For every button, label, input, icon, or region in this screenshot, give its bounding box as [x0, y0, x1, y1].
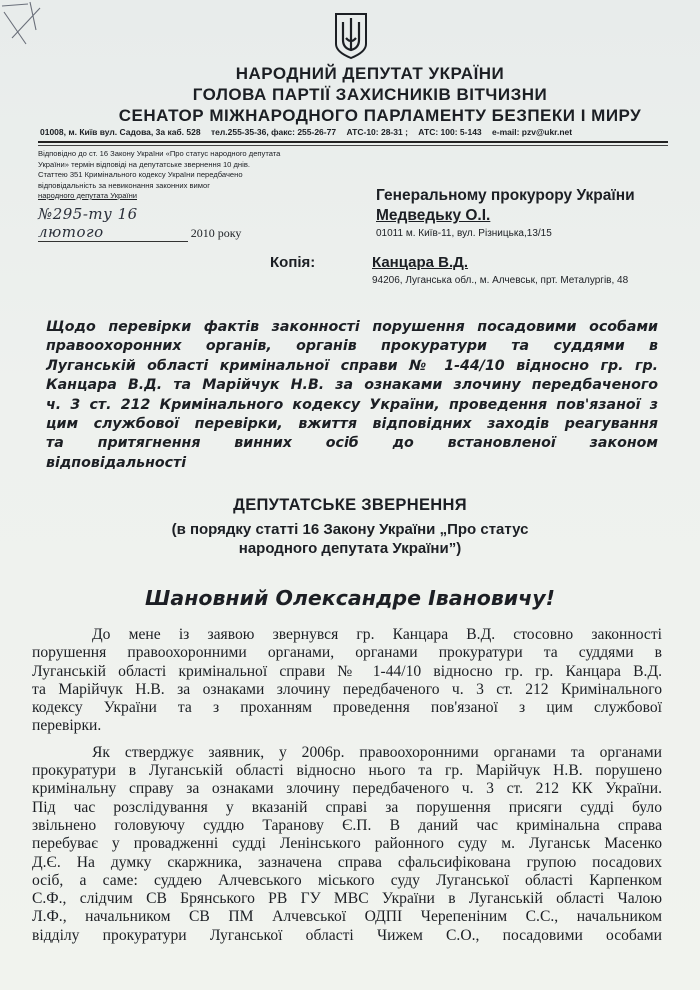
contact-email[interactable]: e-mail: pzv@ukr.net — [492, 127, 573, 137]
addressee-address: 01011 м. Київ-11, вул. Різницька,13/15 — [376, 228, 552, 239]
subject-line: Щодо перевірки фактів законності порушення посадовими особами — [46, 319, 658, 335]
handwritten-reg-number: №295-ту 16 лютого — [38, 205, 138, 241]
paragraph-2-line: Під час розслідування у вказаній справі за порушення присяги судді було — [32, 798, 662, 816]
subject-line: відповідальності — [46, 454, 187, 471]
document-subtitle-line-1: (в порядку статті 16 Закону України „Про статус — [171, 521, 529, 538]
subject-line: ч. 3 ст. 212 Кримінального кодексу України, проведення пов'язаної з — [46, 396, 658, 413]
trident-emblem-icon — [333, 10, 369, 60]
legal-note-line: відповідальність за невиконання законних вимог — [38, 180, 210, 190]
header-line-2: ГОЛОВА ПАРТІЇ ЗАХИСНИКІВ ВІТЧИЗНИ — [192, 85, 548, 104]
registration-year: 2010 року — [190, 226, 242, 240]
paragraph-1-line: кодексу України та з проханням проведення пов'язаної з цим службової — [32, 699, 662, 717]
document-subtitle-line-2: народного депутата України”) — [238, 540, 462, 557]
subject-block — [46, 318, 658, 473]
subject-line: Канцара В.Д. та Марійчук Н.В. за ознаками злочину передбаченого — [46, 377, 658, 394]
contacts-line — [40, 127, 670, 137]
paragraph-2-line: перебуває у провадженні судді Ленінського районного суду м. Луганськ Масенко — [32, 835, 662, 853]
paragraph-1-line: перевірки. — [32, 717, 102, 735]
addressee-block — [376, 186, 676, 239]
contact-ats10: АТС-10: 28-31 ; — [346, 127, 408, 137]
registration-number — [38, 205, 288, 242]
paragraph-2-line: осіб, а саме: суддею Алчевського міського суду Луганської області Карпенком — [32, 871, 662, 889]
paragraph-1-line: порушення правоохоронними органами, органами прокуратури та суддями в — [32, 644, 662, 662]
greeting: Шановний Олександре Івановичу! — [145, 586, 555, 610]
subject-line: правоохоронних органів, органів прокуратури та суддями в — [46, 338, 658, 355]
copy-recipient — [372, 254, 692, 286]
contact-ats100: АТС: 100: 5-143 — [418, 127, 482, 137]
legal-note-line: України» термін відповіді на депутатське звернення 10 днів. — [38, 159, 250, 169]
contact-address: 01008, м. Київ вул. Садова, 3а каб. 528 — [40, 127, 201, 137]
paragraph-2-line: відділу прокуратури Луганської області Чижем С.О., посадовими особами — [32, 926, 662, 944]
copy-address: 94206, Луганська обл., м. Алчевськ, прт. Металургів, 48 — [372, 275, 629, 286]
paragraph-2-line: кримінальну справу за ознаками злочину передбаченого ч. 3 ст. 212 КК України. — [32, 780, 662, 798]
copy-name: Канцара В.Д. — [372, 254, 469, 271]
paragraph-2-line: прокуратури в Луганській області відносно нього та гр. Марійчук Н.В. порушено — [32, 762, 662, 780]
paragraph-1-line: Луганській області кримінальної справи № 1-44/10 відносно гр. гр. Канцара В.Д. — [32, 662, 662, 680]
copy-label: Копія: — [270, 254, 316, 271]
header-rule — [38, 141, 668, 143]
subject-line: Луганській області кримінальної справи № 1-44/10 відносно гр. гр. — [46, 357, 658, 374]
paragraph-1-line: До мене із заявою звернувся гр. Канцара В.Д. стосовно законності — [92, 626, 662, 643]
document-subtitle — [0, 520, 700, 558]
paragraph-2-line: Як стверджує заявник, у 2006р. правоохоронними органами та органами — [92, 743, 662, 761]
header-line-3: СЕНАТОР МІЖНАРОДНОГО ПАРЛАМЕНТУ БЕЗПЕКИ І МИРУ — [118, 106, 642, 125]
subject-line: та притягнення винних осіб до встановленої законом — [46, 435, 658, 452]
document-title: ДЕПУТАТСЬКЕ ЗВЕРНЕННЯ — [233, 496, 467, 514]
paragraph-2-line: Л.Ф., начальником СВ ПМ Алчевської ОДПІ Черепеніним С.С., начальником — [32, 908, 662, 926]
header-rule-thin — [38, 145, 668, 146]
contact-phone: тел.255-35-36, факс: 255-26-77 — [210, 127, 337, 137]
addressee-name: Медведьку О.І. — [376, 207, 491, 224]
header-line-1: НАРОДНИЙ ДЕПУТАТ УКРАЇНИ — [235, 64, 505, 83]
legal-note-line: Відповідно до ст. 16 Закону України «Про статус народного депутата — [38, 149, 281, 158]
paragraph-2-line: С.Ф., слідчим СВ Брянського РВ ГУ МВС України в Луганській області Чалою — [32, 890, 662, 908]
paragraph-2-line: Д.Є. На думку скаржника, зазначена справа сфальсифікована групою посадових — [32, 853, 662, 871]
body-text — [32, 626, 662, 945]
addressee-title: Генеральному прокурору України — [376, 187, 635, 204]
legal-note — [38, 149, 338, 202]
subject-line: цим службової перевірки, вжиття відповідних заходів реагування — [46, 416, 658, 433]
legal-note-line: народного депутата України — [38, 191, 138, 200]
paragraph-2-line: звільнено головуючу суддю Таранову Є.П. В даний час кримінальна справа — [32, 816, 662, 834]
legal-note-line: Статтею 351 Кримінального кодексу України передбачено — [38, 170, 243, 179]
pen-scribble — [0, 0, 60, 60]
paragraph-1-line: та Марійчук Н.В. за ознаками злочину передбаченого ч. 3 ст. 212 Кримінального — [32, 680, 662, 698]
